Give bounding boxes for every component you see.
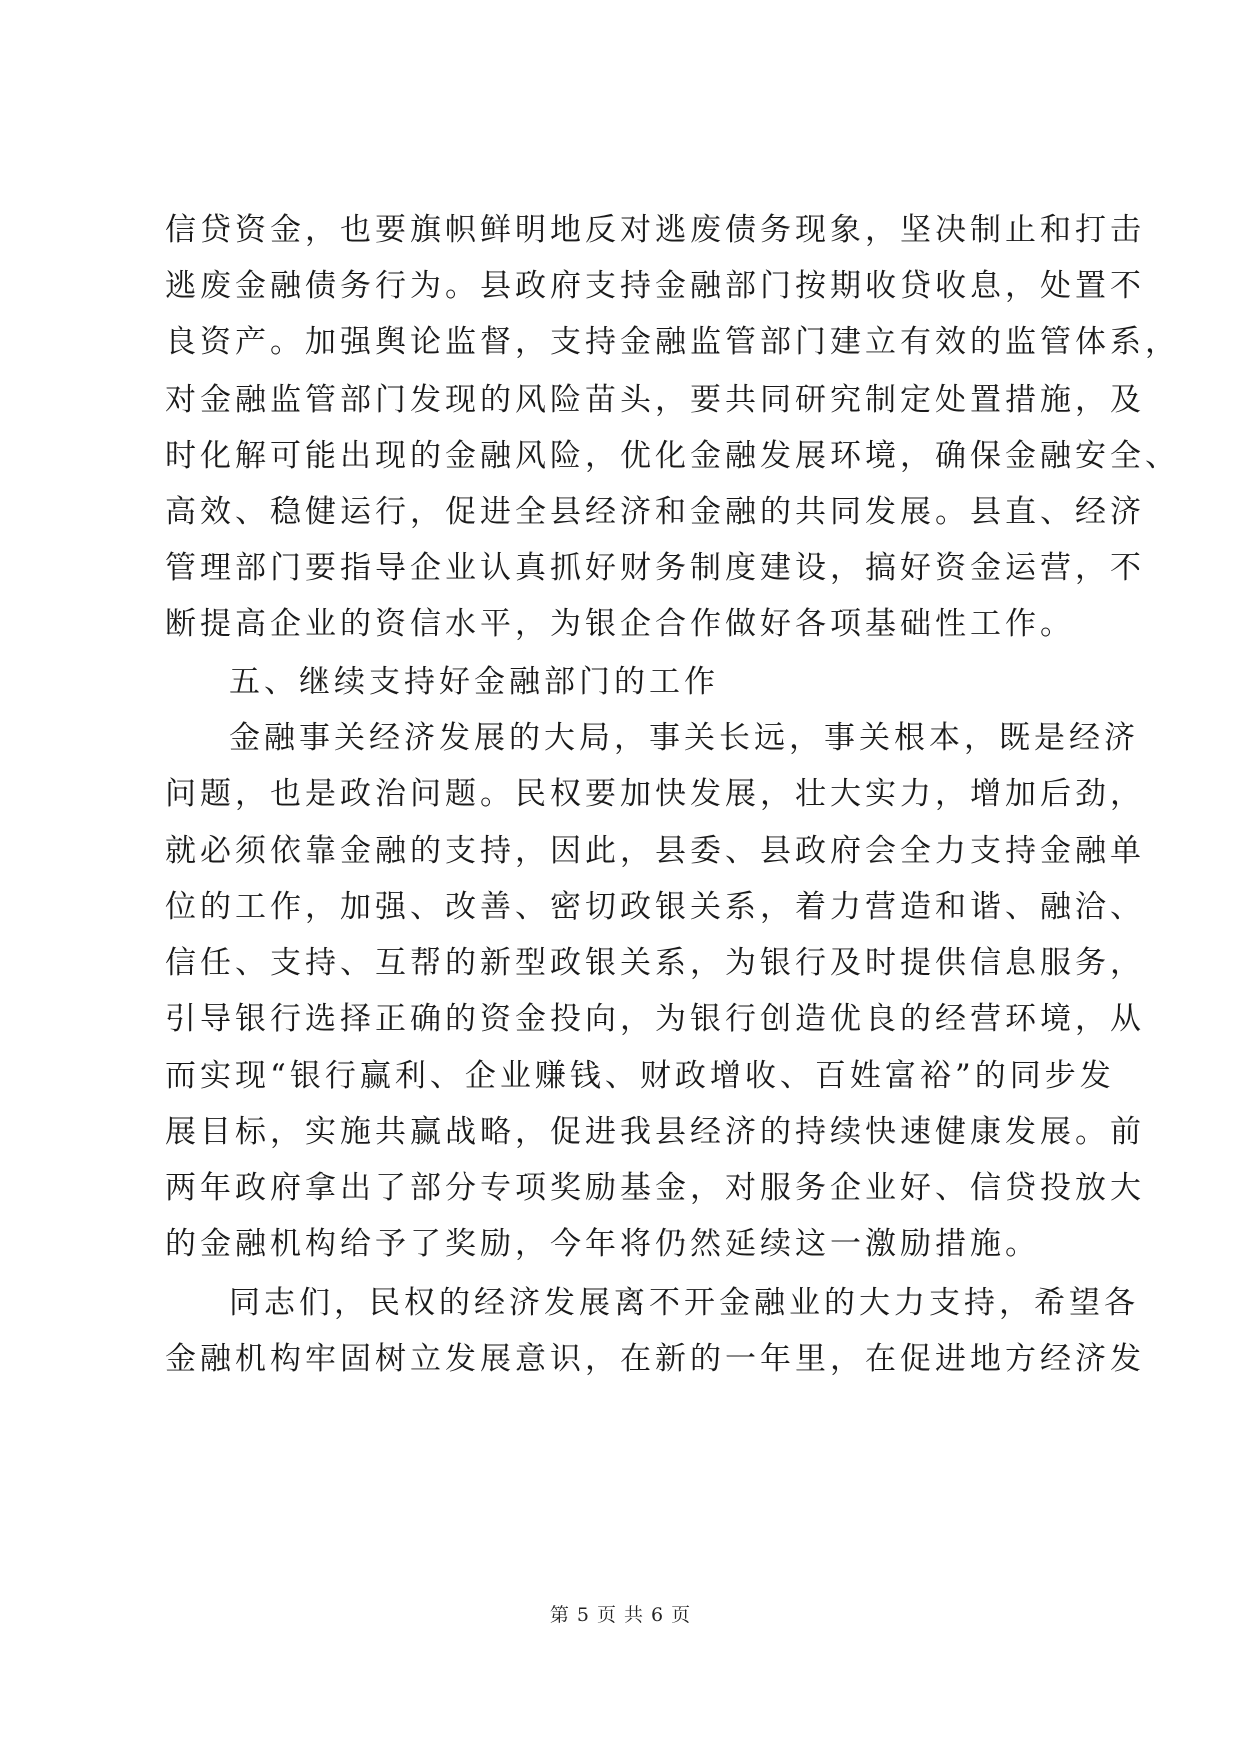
body-line: 断提高企业的资信水平，为银企合作做好各项基础性工作。 (165, 606, 1075, 642)
body-line: 金融事关经济发展的大局，事关长远，事关根本，既是经济 (229, 720, 1139, 756)
body-line: 良资产。加强舆论监督，支持金融监管部门建立有效的监管体系， (165, 324, 1180, 360)
body-line: 金融机构牢固树立发展意识，在新的一年里，在促进地方经济发 (165, 1341, 1145, 1377)
page-number-footer: 第 5 页 共 6 页 (549, 1604, 692, 1626)
body-line: 而实现“银行赢利、企业赚钱、财政增收、百姓富裕”的同步发 (165, 1058, 1115, 1094)
body-line: 信任、支持、互帮的新型政银关系，为银行及时提供信息服务， (165, 945, 1145, 981)
body-line: 就必须依靠金融的支持，因此，县委、县政府会全力支持金融单 (165, 833, 1145, 869)
body-line: 问题，也是政治问题。民权要加快发展，壮大实力，增加后劲， (165, 776, 1145, 812)
body-line: 信贷资金，也要旗帜鲜明地反对逃废债务现象，坚决制止和打击 (165, 212, 1145, 248)
body-line: 高效、稳健运行，促进全县经济和金融的共同发展。县直、经济 (165, 494, 1145, 530)
body-line: 展目标，实施共赢战略，促进我县经济的持续快速健康发展。前 (165, 1114, 1145, 1150)
body-line: 管理部门要指导企业认真抓好财务制度建设，搞好资金运营，不 (165, 550, 1145, 586)
body-line: 位的工作，加强、改善、密切政银关系，着力营造和谐、融洽、 (165, 889, 1145, 925)
body-line: 引导银行选择正确的资金投向，为银行创造优良的经营环境，从 (165, 1001, 1145, 1037)
body-line: 的金融机构给予了奖励，今年将仍然延续这一激励措施。 (165, 1226, 1040, 1262)
body-line: 对金融监管部门发现的风险苗头，要共同研究制定处置措施，及 (165, 382, 1145, 418)
body-line: 时化解可能出现的金融风险，优化金融发展环境，确保金融安全、 (165, 438, 1180, 474)
body-line: 两年政府拿出了部分专项奖励基金，对服务企业好、信贷投放大 (165, 1170, 1145, 1206)
body-line: 逃废金融债务行为。县政府支持金融部门按期收贷收息，处置不 (165, 268, 1145, 304)
section-heading: 五、继续支持好金融部门的工作 (229, 664, 719, 700)
body-line: 同志们，民权的经济发展离不开金融业的大力支持，希望各 (229, 1285, 1139, 1321)
